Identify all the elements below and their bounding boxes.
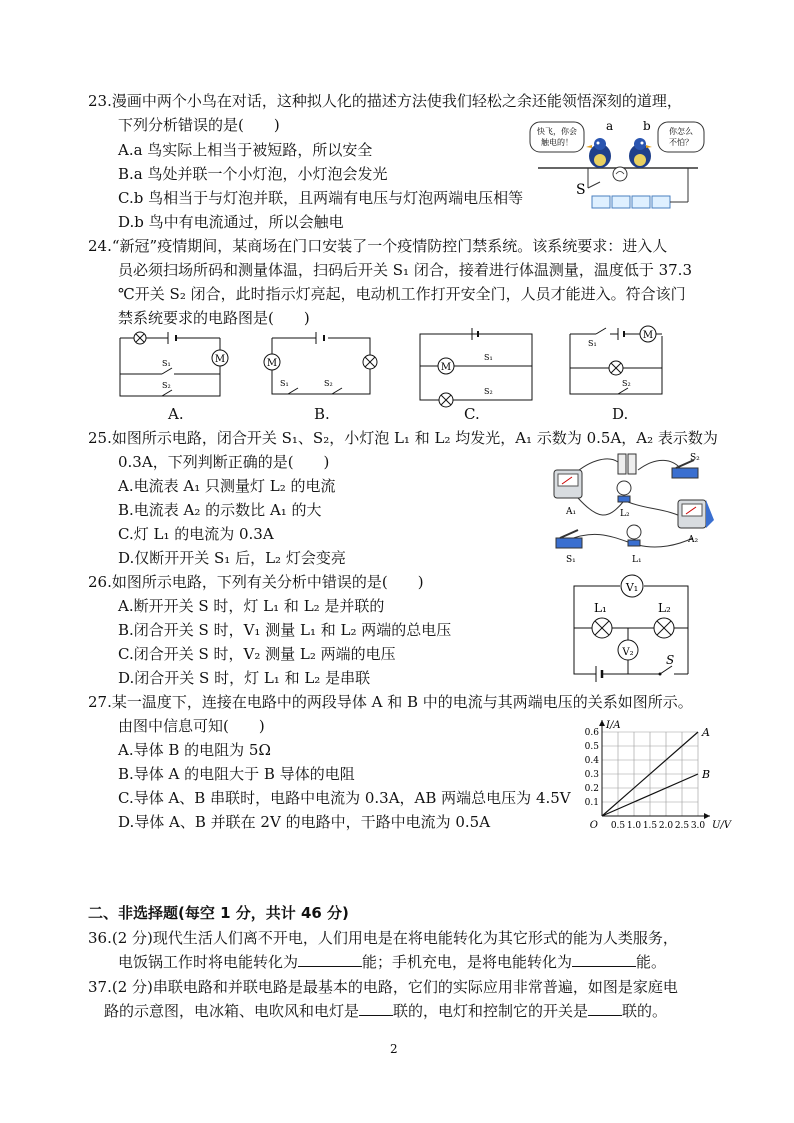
voltmeter-v1-icon: [621, 575, 643, 597]
y-axis-arrow: [599, 720, 605, 726]
x-tick-label: 2.5: [674, 821, 690, 831]
q23-stem-line2: 下列分析错误的是( ): [118, 116, 280, 134]
ammeter-a2-icon: [678, 500, 714, 528]
y-tick-label: 0.3: [584, 770, 599, 780]
q23-bubble-right-line1: 你怎么: [669, 127, 693, 136]
svg-text:V₁: V₁: [625, 581, 639, 594]
q25-option-a: A.电流表 A₁ 只测量灯 L₂ 的电流: [118, 477, 336, 495]
q23-option-a: A.a 鸟实际上相当于被短路，所以安全: [118, 141, 373, 159]
q24-option-c-label: C.: [464, 405, 480, 423]
q24-option-a-label: A.: [168, 405, 184, 423]
svg-text:S₁: S₁: [162, 359, 171, 368]
svg-text:S₂: S₂: [162, 381, 171, 390]
q23-bird-b-label: b: [643, 119, 651, 133]
q37-blank-2[interactable]: [588, 1001, 622, 1016]
y-axis-label: I/A: [606, 720, 621, 731]
svg-text:S₂: S₂: [484, 387, 493, 396]
q26-option-c: C.闭合开关 S 时，V₂ 测量 L₂ 两端的电压: [118, 645, 396, 663]
svg-text:M: M: [642, 330, 654, 341]
q24-d-motor-icon: [640, 326, 656, 342]
bird-a-icon: [586, 138, 611, 168]
q25-option-d: D.仅断开开关 S₁ 后，L₂ 灯会变亮: [118, 549, 346, 567]
q37-line1: 37.(2 分)串联电路和并联电路是最基本的电路，它们的实际应用非常普遍，如图是家庭电: [88, 978, 678, 996]
svg-text:V₂: V₂: [622, 647, 634, 658]
q23-option-d: D.b 鸟中有电流通过，所以会触电: [118, 213, 344, 231]
x-tick-label: 1.0: [626, 821, 642, 831]
q27-option-a: A.导体 B 的电阻为 5Ω: [118, 741, 271, 759]
x-tick-label: 1.5: [642, 821, 658, 831]
series-label-A: A: [702, 726, 710, 739]
battery-icon: [592, 196, 670, 208]
svg-text:S₁: S₁: [280, 379, 289, 388]
q27-stem-line1: 27.某一温度下，连接在电路中的两段导体 A 和 B 中的电流与其两端电压的关系如图所示。: [88, 693, 693, 711]
series-label-B: B: [702, 768, 711, 781]
q24-a-lamp-icon: [134, 332, 146, 344]
q25-option-b: B.电流表 A₂ 的示数比 A₁ 的大: [118, 501, 322, 519]
ammeter-a1-icon: [554, 470, 582, 498]
q27-option-d: D.导体 A、B 并联在 2V 的电路中，干路中电流为 0.5A: [118, 813, 491, 831]
q25-a2-label: A₂: [688, 535, 699, 545]
x-axis-label: U/V: [712, 820, 732, 831]
q26-s-label: S: [666, 653, 675, 667]
page-number: 2: [390, 1042, 398, 1056]
lamp-l1-icon: [627, 525, 641, 546]
q25-a1-label: A₁: [566, 507, 577, 517]
q24-circuit-c: [412, 326, 542, 410]
y-tick-label: 0.1: [584, 798, 599, 808]
x-tick-label: 3.0: [690, 821, 706, 831]
q36-text-a: 电饭锅工作时将电能转化为: [118, 953, 299, 971]
q25-l1-label: L₁: [632, 555, 642, 565]
q23-stem-line1: 23.漫画中两个小鸟在对话，这种拟人化的描述方法使我们轻松之余还能领悟深刻的道理，: [88, 92, 682, 110]
q24-circuit-d: [562, 326, 692, 410]
q23-bubble-left-line2: 触电的！: [541, 138, 573, 147]
q24-d-lamp-icon: [609, 361, 623, 375]
svg-text:M: M: [440, 362, 452, 373]
q24-c-lamp-icon: [439, 393, 453, 407]
q25-stem-line1: 25.如图所示电路，闭合开关 S₁、S₂，小灯泡 L₁ 和 L₂ 均发光，A₁ 示数为 0.5A，A₂ 表示数为: [88, 429, 718, 447]
q23-bubble-left-line1: 快飞，你会: [537, 127, 577, 136]
svg-text:M: M: [214, 354, 226, 365]
q25-l2-label: L₂: [620, 509, 630, 519]
q23-bird-cartoon: [528, 118, 708, 218]
voltmeter-v2-icon: [618, 640, 638, 660]
q24-c-motor-icon: [438, 358, 454, 374]
lamp-l1-icon: [592, 618, 612, 638]
x-axis-arrow: [704, 813, 710, 819]
svg-text:M: M: [266, 358, 278, 369]
origin-label: O: [589, 820, 598, 831]
y-tick-label: 0.5: [584, 742, 599, 752]
q23-option-b: B.a 鸟处并联一个小灯泡，小灯泡会发光: [118, 165, 388, 183]
q23-bird-a-label: a: [606, 119, 614, 133]
q24-a-motor-icon: [212, 350, 228, 366]
q37-text-c: 联的。: [622, 1002, 668, 1020]
switch-s1-icon: [556, 530, 582, 548]
q27-stem-line2: 由图中信息可知( ): [118, 717, 265, 735]
q37-blank-1[interactable]: [359, 1001, 393, 1016]
x-tick-label: 0.5: [610, 821, 626, 831]
q23-option-c: C.b 鸟相当于与灯泡并联，且两端有电压与灯泡两端电压相等: [118, 189, 524, 207]
q23-switch-label: S: [576, 182, 586, 198]
q27-iv-chart: [578, 718, 732, 836]
lamp-l2-icon: [617, 481, 631, 502]
q24-stem-line3: ℃开关 S₂ 闭合，此时指示灯亮起，电动机工作打开安全门，人员才能进入。符合该门: [118, 285, 686, 303]
q37-line2: [104, 1001, 667, 1021]
q36-blank-1[interactable]: [298, 952, 362, 967]
bulb-icon: [613, 167, 627, 181]
q27-option-b: B.导体 A 的电阻大于 B 导体的电阻: [118, 765, 355, 783]
q36-line1: 36.(2 分)现代生活人们离不开电，人们用电是在将电能转化为其它形式的能为人类服务，: [88, 929, 678, 947]
q25-s1-label: S₁: [566, 555, 576, 565]
x-tick-label: 2.0: [658, 821, 674, 831]
q24-b-motor-icon: [264, 354, 280, 370]
q23-bubble-right-line2: 不怕？: [669, 138, 693, 147]
bird-b-icon: [629, 138, 652, 168]
q25-option-c: C.灯 L₁ 的电流为 0.3A: [118, 525, 274, 543]
q24-option-b-label: B.: [314, 405, 330, 423]
q36-text-c: 能。: [636, 953, 667, 971]
q26-stem: 26.如图所示电路，下列有关分析中错误的是( ): [88, 573, 424, 591]
q37-text-a: 路的示意图，电冰箱、电吹风和电灯是: [104, 1002, 360, 1020]
svg-text:S₁: S₁: [588, 339, 597, 348]
q26-l1-label: L₁: [594, 601, 607, 615]
q24-option-d-label: D.: [612, 405, 629, 423]
svg-text:S₂: S₂: [324, 379, 333, 388]
y-tick-label: 0.6: [584, 728, 599, 738]
q26-option-b: B.闭合开关 S 时，V₁ 测量 L₁ 和 L₂ 两端的总电压: [118, 621, 452, 639]
svg-text:S₂: S₂: [622, 379, 631, 388]
q37-text-b: 联的，电灯和控制它的开关是: [393, 1002, 589, 1020]
q25-s2-label: S₂: [690, 453, 700, 463]
q24-b-lamp-icon: [363, 355, 377, 369]
q26-option-a: A.断开开关 S 时，灯 L₁ 和 L₂ 是并联的: [118, 597, 385, 615]
y-tick-label: 0.4: [584, 756, 599, 766]
q25-stem-line2: 0.3A，下列判断正确的是( ): [118, 453, 330, 471]
q24-stem-line4: 禁系统要求的电路图是( ): [118, 309, 310, 327]
q24-circuit-b: [262, 328, 392, 408]
q27-option-c: C.导体 A、B 串联时，电路中电流为 0.3A，AB 两端总电压为 4.5V: [118, 789, 571, 807]
q26-circuit: [570, 572, 710, 688]
q36-blank-2[interactable]: [572, 952, 636, 967]
lamp-l2-icon: [654, 618, 674, 638]
q24-circuit-a: [112, 328, 242, 408]
y-tick-label: 0.2: [584, 784, 599, 794]
section-2-title: 二、非选择题(每空 1 分，共计 46 分): [88, 904, 349, 922]
q36-line2: [118, 952, 666, 972]
battery-icon: [618, 454, 636, 474]
q26-option-d: D.闭合开关 S 时，灯 L₁ 和 L₂ 是串联: [118, 669, 371, 687]
svg-text:S₁: S₁: [484, 353, 493, 362]
q24-stem-line2: 员必须扫场所码和测量体温，扫码后开关 S₁ 闭合，接着进行体温测量，温度低于 37.3: [118, 261, 692, 279]
q26-l2-label: L₂: [658, 601, 671, 615]
q24-stem-line1: 24.“新冠”疫情期间，某商场在门口安装了一个疫情防控门禁系统。该系统要求：进入人: [88, 237, 668, 255]
q25-physical-circuit: [548, 450, 718, 568]
q36-text-b: 能；手机充电，是将电能转化为: [362, 953, 573, 971]
